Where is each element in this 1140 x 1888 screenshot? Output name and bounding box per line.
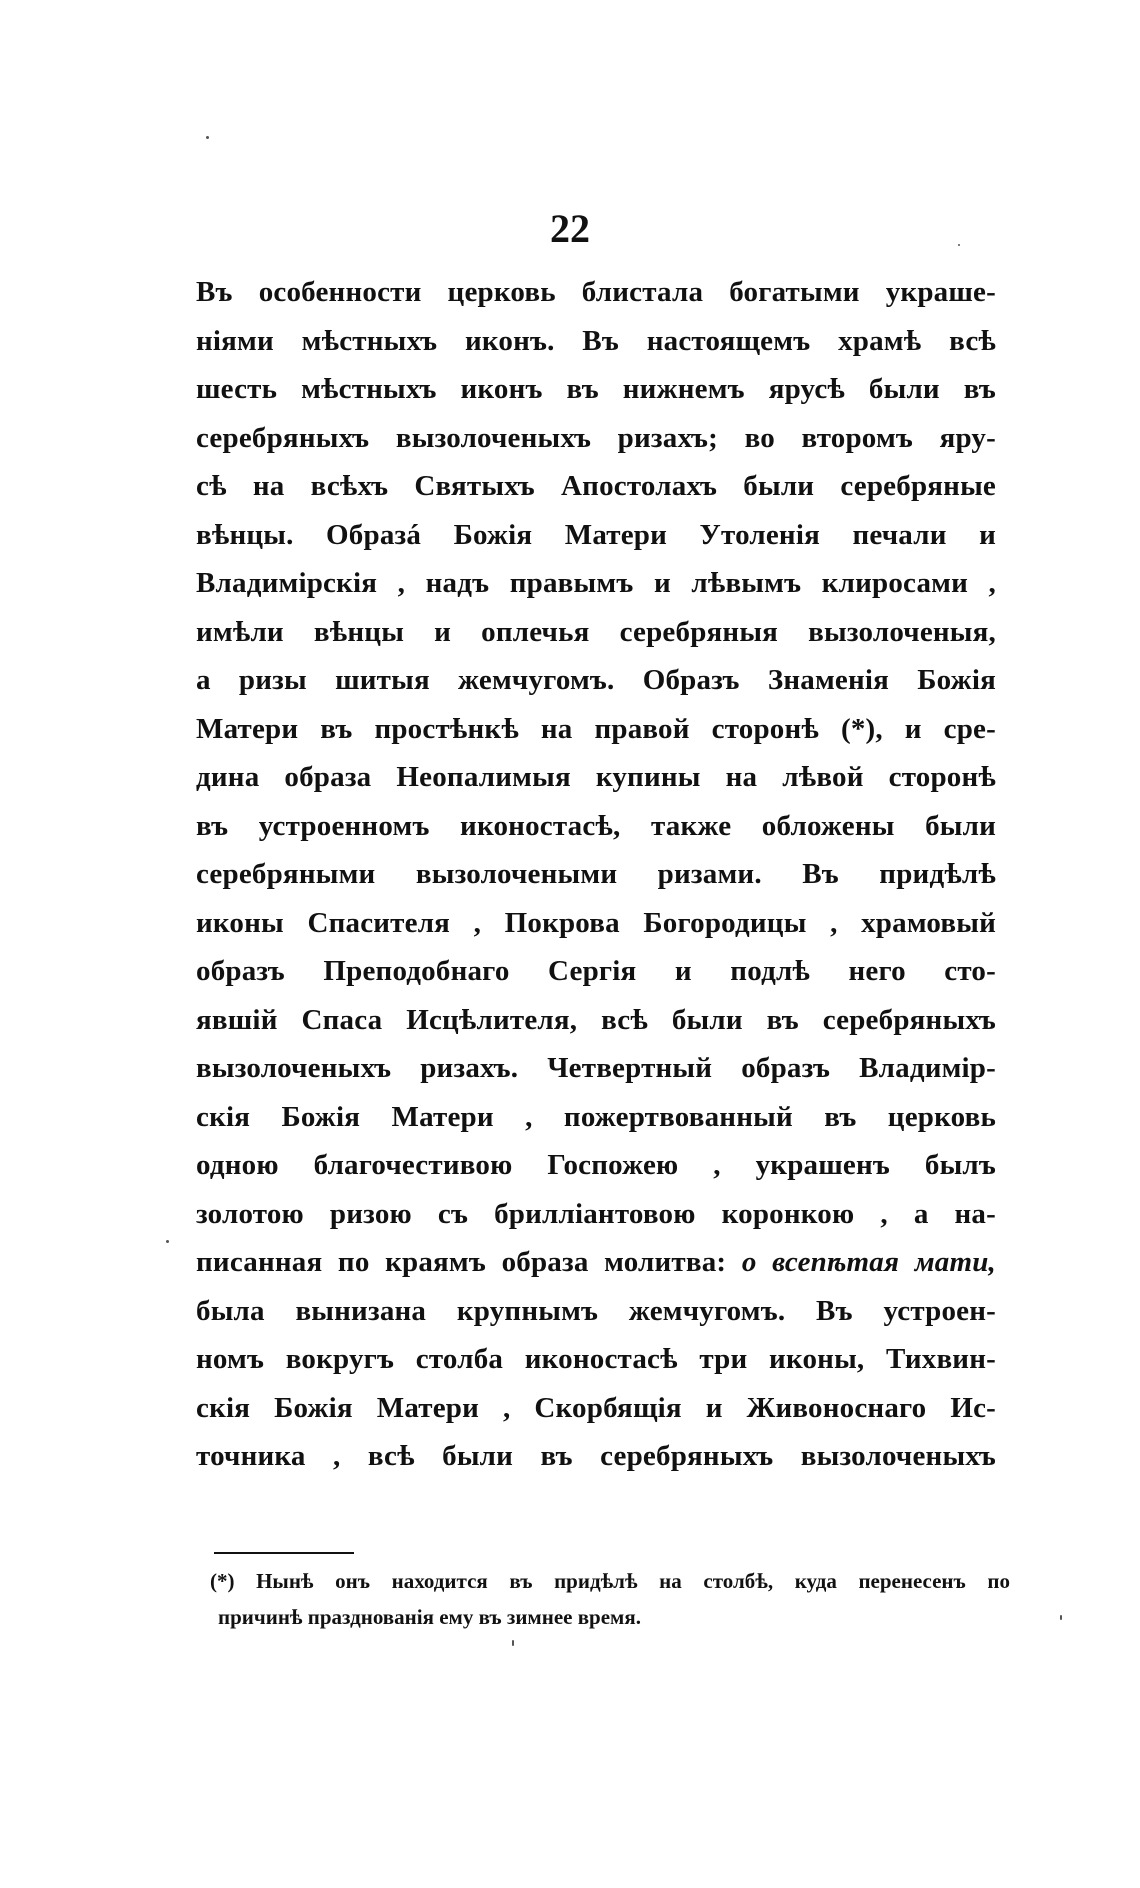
text-line: ніями мѣстныхъ иконъ. Въ настоящемъ храмѣ всѣ: [196, 324, 996, 357]
footnote-line: причинѣ празднованія ему въ зимнее время.: [218, 1605, 641, 1629]
text-line: дина образа Неопалимыя купины на лѣвой сторонѣ: [196, 761, 996, 793]
body-text: [196, 268, 996, 1481]
text-line: а ризы шитыя жемчугомъ. Образъ Знаменія Божія: [196, 664, 996, 696]
scan-speck: [166, 1240, 169, 1243]
text-line: шесть мѣстныхъ иконъ въ нижнемъ ярусѣ были въ: [196, 373, 996, 405]
text-line: въ устроенномъ иконостасѣ, также обложены были: [196, 809, 996, 842]
footnote: [210, 1563, 1010, 1635]
italic-prayer-phrase: о всепѣтая мати,: [741, 1246, 996, 1278]
text-line: скія Божія Матери , пожертвованный въ церковь: [196, 1100, 996, 1133]
footnote-separator-rule: [214, 1552, 354, 1554]
scan-speck: [1060, 1615, 1062, 1620]
text-line: серебряными вызолочеными ризами. Въ придѣлѣ: [196, 858, 996, 890]
text-line-with-italic: [196, 1238, 996, 1287]
scan-speck: [512, 1640, 514, 1646]
text-line: Владимірскія , надъ правымъ и лѣвымъ клиросами ,: [196, 567, 996, 599]
text-line: явшій Спаса Исцѣлителя, всѣ были въ серебряныхъ: [196, 1003, 996, 1036]
text-line: точника , всѣ были въ серебряныхъ вызолоченыхъ: [196, 1440, 996, 1472]
scan-speck: [958, 244, 960, 246]
text-line: Въ особенности церковь блистала богатыми украше-: [196, 276, 996, 308]
scan-speck: [206, 136, 209, 139]
text-line: номъ вокругъ столба иконостасѣ три иконы, Тихвин-: [196, 1343, 996, 1375]
footnote-line: (*) Нынѣ онъ находится въ придѣлѣ на столбѣ, куда перенесенъ по: [210, 1569, 1010, 1593]
text-line: вѣнцы. Образá Божія Матери Утоленія печали и: [196, 518, 996, 551]
text-line: иконы Спасителя , Покрова Богородицы , храмовый: [196, 906, 996, 939]
text-line: скія Божія Матери , Скорбящія и Живоноснаго Ис-: [196, 1391, 996, 1424]
text-line: вызолоченыхъ ризахъ. Четвертный образъ Владимір-: [196, 1052, 996, 1084]
text-line: образъ Преподобнаго Сергія и подлѣ него сто-: [196, 955, 996, 987]
text-line: Матери въ простѣнкѣ на правой сторонѣ (*), и сре-: [196, 712, 996, 745]
text-line: золотою ризою съ брилліантовою коронкою , а на-: [196, 1197, 996, 1230]
text-line: имѣли вѣнцы и оплечья серебряныя вызолоченыя,: [196, 615, 996, 648]
text-line: серебряныхъ вызолоченыхъ ризахъ; во второмъ яру-: [196, 421, 996, 454]
text-line: одною благочестивою Госпожею , украшенъ былъ: [196, 1149, 996, 1181]
text-fragment: писанная по краямъ образа молитва:: [196, 1246, 727, 1278]
text-line: сѣ на всѣхъ Святыхъ Апостолахъ были серебряные: [196, 470, 996, 502]
page-number: 22: [550, 206, 590, 251]
text-line: была вынизана крупнымъ жемчугомъ. Въ устроен-: [196, 1294, 996, 1327]
